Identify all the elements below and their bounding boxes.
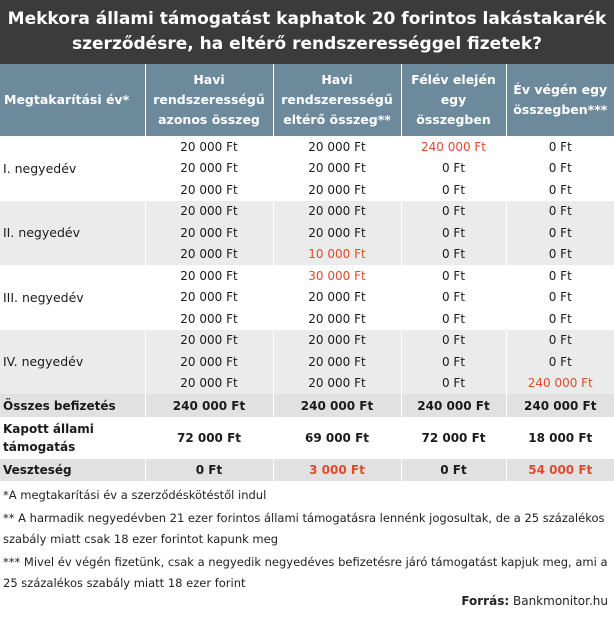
table-cell: 20 000 Ft — [273, 136, 401, 158]
table-cell: 20 000 Ft — [145, 373, 273, 395]
total-row-label: Összes befizetés — [0, 394, 145, 417]
table-cell: 20 000 Ft — [273, 287, 401, 309]
table-cell: 0 Ft — [506, 330, 614, 352]
table-cell: 0 Ft — [401, 222, 506, 244]
total-row-value: 240 000 Ft — [145, 394, 273, 417]
header-year-end: Év végén egy összegben*** — [506, 64, 614, 136]
loss-row-value: 0 Ft — [401, 459, 506, 481]
subsidy-row-value: 72 000 Ft — [145, 417, 273, 459]
table-cell: 20 000 Ft — [145, 136, 273, 158]
table-cell: 0 Ft — [401, 351, 506, 373]
subsidy-row-value: 72 000 Ft — [401, 417, 506, 459]
header-monthly-different: Havi rendszerességű eltérő összeg** — [273, 64, 401, 136]
subsidy-row-value: 69 000 Ft — [273, 417, 401, 459]
table-body — [0, 136, 614, 481]
loss-row-value: 54 000 Ft — [506, 459, 614, 481]
table-cell: 20 000 Ft — [145, 158, 273, 180]
table-cell: 0 Ft — [401, 308, 506, 330]
table-cell: 20 000 Ft — [145, 201, 273, 223]
table-cell: 0 Ft — [506, 136, 614, 158]
page-title — [0, 0, 614, 64]
table-cell: 20 000 Ft — [145, 351, 273, 373]
table-cell: 20 000 Ft — [273, 201, 401, 223]
table-cell: 20 000 Ft — [273, 351, 401, 373]
total-row — [0, 394, 614, 417]
table-cell: 30 000 Ft — [273, 265, 401, 287]
subsidy-row — [0, 417, 614, 459]
table-cell: 20 000 Ft — [273, 222, 401, 244]
table-cell: 20 000 Ft — [145, 244, 273, 266]
source-line — [461, 594, 608, 608]
quarter-label: I. negyedév — [0, 136, 145, 201]
total-row-value: 240 000 Ft — [401, 394, 506, 417]
table-cell: 0 Ft — [401, 373, 506, 395]
table-cell: 20 000 Ft — [273, 308, 401, 330]
table-cell: 0 Ft — [401, 287, 506, 309]
table-cell: 20 000 Ft — [145, 222, 273, 244]
footnote-2: ** A harmadik negyedévben 21 ezer forintos állami támogatásra lennénk jogosultak, de a 25 százalékos szabály miatt csak 18 ezer forintot kapunk meg — [3, 511, 605, 546]
header-year: Megtakarítási év* — [0, 64, 145, 136]
table-cell: 20 000 Ft — [145, 179, 273, 201]
table-cell: 0 Ft — [506, 158, 614, 180]
header-row — [0, 64, 614, 136]
source-value: Bankmonitor.hu — [512, 594, 608, 608]
total-row-value: 240 000 Ft — [273, 394, 401, 417]
table-row — [0, 265, 614, 287]
table-cell: 0 Ft — [506, 351, 614, 373]
table-cell: 0 Ft — [506, 308, 614, 330]
quarter-label: III. negyedév — [0, 265, 145, 330]
header-half-year: Félév elején egy összegben — [401, 64, 506, 136]
table-row — [0, 201, 614, 223]
table-cell: 0 Ft — [506, 265, 614, 287]
table-cell: 20 000 Ft — [273, 373, 401, 395]
table-cell: 0 Ft — [401, 244, 506, 266]
table-cell: 0 Ft — [506, 222, 614, 244]
footnote-1: *A megtakarítási év a szerződéskötéstől indul — [3, 488, 267, 502]
table-cell: 0 Ft — [506, 179, 614, 201]
table-cell: 0 Ft — [401, 158, 506, 180]
table-cell: 0 Ft — [401, 265, 506, 287]
table-cell: 20 000 Ft — [273, 158, 401, 180]
table-cell: 0 Ft — [401, 201, 506, 223]
loss-row-value: 0 Ft — [145, 459, 273, 481]
quarter-label: IV. negyedév — [0, 330, 145, 395]
table-cell: 20 000 Ft — [273, 330, 401, 352]
table-cell: 0 Ft — [401, 330, 506, 352]
table-cell: 20 000 Ft — [273, 179, 401, 201]
header-monthly-same: Havi rendszerességű azonos összeg — [145, 64, 273, 136]
table-cell: 0 Ft — [506, 244, 614, 266]
subsidy-row-value: 18 000 Ft — [506, 417, 614, 459]
table-row — [0, 330, 614, 352]
subsidy-table — [0, 64, 614, 481]
table-cell: 10 000 Ft — [273, 244, 401, 266]
table-cell: 0 Ft — [506, 201, 614, 223]
footnotes — [3, 485, 611, 596]
loss-row-value: 3 000 Ft — [273, 459, 401, 481]
table-row — [0, 136, 614, 158]
table-cell: 240 000 Ft — [506, 373, 614, 395]
table-cell: 20 000 Ft — [145, 330, 273, 352]
quarter-label: II. negyedév — [0, 201, 145, 266]
table-cell: 20 000 Ft — [145, 287, 273, 309]
loss-row — [0, 459, 614, 481]
total-row-value: 240 000 Ft — [506, 394, 614, 417]
table-cell: 0 Ft — [506, 287, 614, 309]
table-cell: 0 Ft — [401, 179, 506, 201]
title-text: Mekkora állami támogatást kaphatok 20 forintos lakástakarék szerződésre, ha eltérő rendszerességgel fizetek? — [7, 9, 607, 54]
loss-row-label: Veszteség — [0, 459, 145, 481]
table-cell: 240 000 Ft — [401, 136, 506, 158]
footnote-3: *** Mivel év végén fizetünk, csak a negyedik negyedéves befizetésre járó támogatást kapjuk meg, ami a 25 százalékos szabály miatt 18 ezer forint — [3, 555, 608, 590]
table-cell: 20 000 Ft — [145, 265, 273, 287]
subsidy-row-label: Kapott állami támogatás — [0, 417, 145, 459]
source-label: Forrás: — [461, 594, 510, 608]
table-cell: 20 000 Ft — [145, 308, 273, 330]
